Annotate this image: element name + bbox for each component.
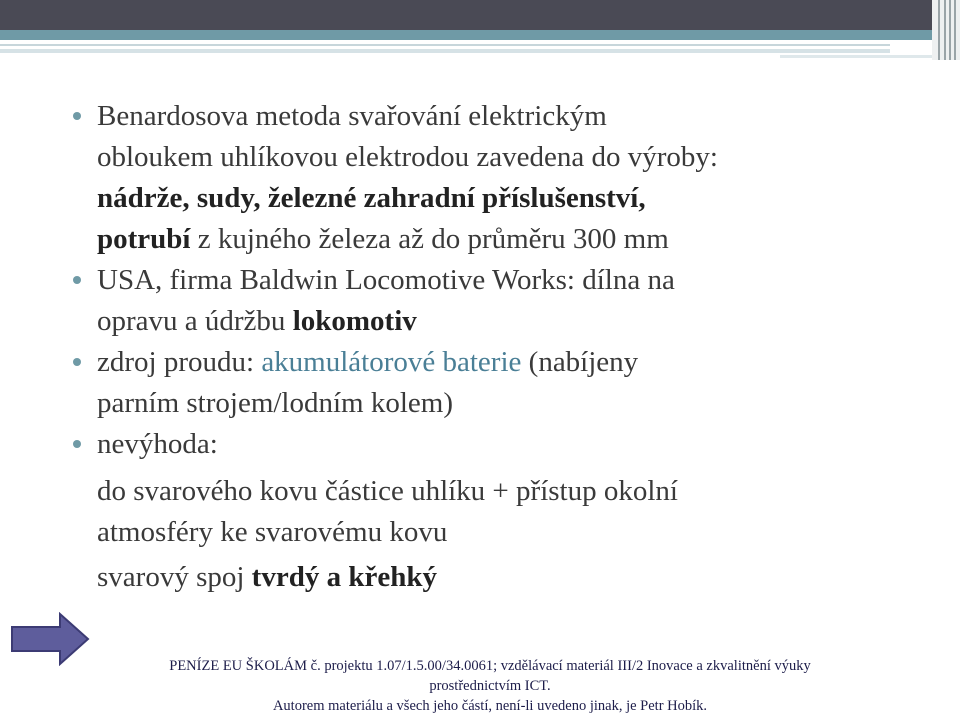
arrow-right-icon[interactable] <box>10 612 90 666</box>
bullet-baldwin: USA, firma Baldwin Locomotive Works: dílna na opravu a údržbu lokomotiv <box>70 260 930 342</box>
footer-project-cont: prostřednictvím ICT. <box>429 678 551 694</box>
header-divider <box>0 44 890 46</box>
footer <box>100 656 880 716</box>
header-bar <box>0 0 932 30</box>
corner-decoration <box>932 0 960 60</box>
header-accent-bar <box>0 30 932 40</box>
disadvantage-detail: do svarového kovu částice uhlíku + přístup okolní atmosféry ke svarovému kovu <box>97 475 678 548</box>
bullet-disadvantage: nevýhoda: <box>70 424 930 465</box>
bullet-power-source: zdroj proudu: akumulátorové baterie (nabíjeny parním strojem/lodním kolem) <box>70 342 930 424</box>
bullet-benardos: Benardosova metoda svařování elektrickým obloukem uhlíkovou elektrodou zavedena do výroby: nádrže, sudy, železné zahradní příslušenství, potrubí z kujného železa až do průměru 300 mm <box>70 96 930 260</box>
footer-project: PENÍZE EU ŠKOLÁM č. projektu 1.07/1.5.00/34.0061; vzdělávací materiál III/2 Inovace a zkvalitnění výuky <box>169 658 811 674</box>
header-divider-3 <box>780 55 932 58</box>
footer-author: Autorem materiálu a všech jeho částí, není-li uvedeno jinak, je Petr Hobík. <box>272 698 708 714</box>
highlight-term: akumulátorové baterie <box>261 346 522 378</box>
weld-joint-note: svarový spoj tvrdý a křehký <box>97 561 437 593</box>
header-divider-2 <box>0 49 890 53</box>
slide-content <box>70 96 930 598</box>
